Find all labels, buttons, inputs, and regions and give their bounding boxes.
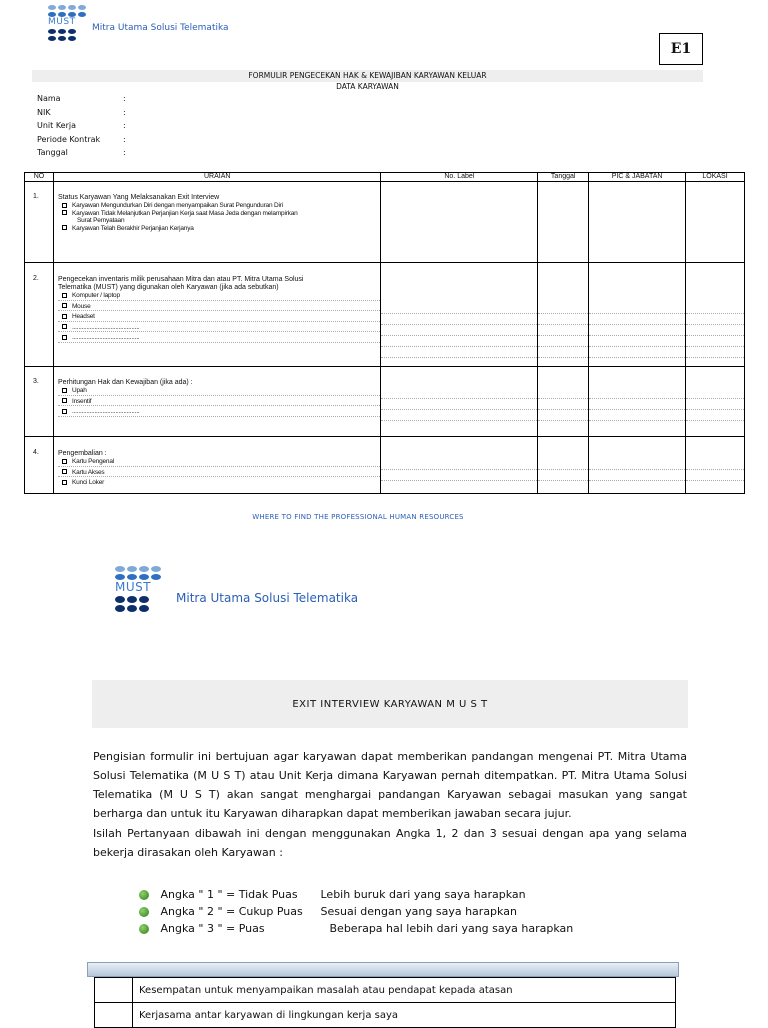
checkbox-icon[interactable] [62, 335, 67, 340]
row-content [54, 263, 381, 343]
header-lokasi: LOKASI [686, 173, 745, 182]
row-content [54, 437, 381, 487]
checkbox-icon[interactable] [62, 210, 67, 215]
row-heading-2: Telematika (MUST) yang digunakan oleh Karyawan (jika ada sebutkan) [57, 284, 279, 291]
header-tanggal: Tanggal [538, 173, 589, 182]
question-table-header-bar [87, 962, 679, 977]
table-header-row [25, 173, 745, 182]
rating-scale [139, 886, 573, 937]
question-text: Kerjasama antar karyawan di lingkungan kerja saya [133, 1003, 676, 1028]
checkbox-item[interactable]: Mouse [58, 301, 381, 312]
checkbox-icon[interactable] [62, 225, 67, 230]
cell-no-label[interactable] [381, 367, 538, 437]
bullet-icon [139, 907, 149, 917]
checkbox-icon[interactable] [62, 469, 67, 474]
checkbox-icon[interactable] [62, 398, 67, 403]
scale-item: Angka " 2 " = Cukup Puas Sesuai dengan yang saya harapkan [139, 903, 573, 920]
logo-dots-icon [115, 566, 161, 580]
row-number: 2. [33, 275, 39, 282]
row-content [54, 182, 381, 232]
table-row [25, 182, 745, 263]
checkbox-item[interactable]: Komputer / laptop [58, 292, 381, 301]
checkbox-icon[interactable] [62, 388, 67, 393]
checkbox-item[interactable]: Upah [58, 387, 381, 396]
bullet-icon [139, 924, 149, 934]
table-row [95, 978, 676, 1003]
checkbox-icon[interactable] [62, 480, 67, 485]
scale-item: Angka " 1 " = Tidak Puas Lebih buruk dari yang saya harapkan [139, 886, 573, 903]
form-code: E1 [659, 33, 703, 65]
checkbox-item[interactable]: Karyawan Mengundurkan Diri dengan menyampaikan Surat Pengunduran Diri [58, 202, 381, 210]
cell-no-label[interactable] [381, 263, 538, 367]
logo-mark: MUST [115, 580, 152, 594]
field-nik: NIK : [37, 107, 126, 117]
intro-paragraph: Pengisian formulir ini bertujuan agar karyawan dapat memberikan pandangan mengenai PT. Mitra Utama Solusi Telematika (M U S T) atau Unit Kerja dimana Karyawan pernah ditempatkan. PT. Mitra Utama Solusi Telematika (M U S T) akan sangat menghargai pandangan Karyawan sebagai masukan yang sangat berharga dan untuk itu Karyawan diharapkan dapat memberikan jawaban secara jujur. [93, 750, 687, 820]
checkbox-icon[interactable] [62, 303, 67, 308]
brand-logo [48, 5, 86, 41]
cell-pic[interactable] [589, 437, 686, 494]
cell-lokasi[interactable] [686, 367, 745, 437]
checkbox-item[interactable]: .......................................... [58, 406, 381, 417]
field-tanggal: Tanggal : [37, 148, 126, 157]
answer-cell[interactable] [95, 978, 133, 1003]
checkbox-item[interactable]: Karyawan Tidak Melanjutkan Perjanjian Kerja saat Masa Jeda dengan melampirkan [58, 210, 381, 218]
footer-tagline: WHERE TO FIND THE PROFESSIONAL HUMAN RESOURCES [252, 513, 464, 521]
field-periode-kontrak: Periode Kontrak : [37, 134, 126, 144]
row-number: 1. [33, 193, 39, 200]
scale-item: Angka " 3 " = Puas Beberapa hal lebih dari yang saya harapkan [139, 920, 573, 937]
cell-tanggal[interactable] [538, 367, 589, 437]
logo-mark: MUST [48, 17, 76, 27]
checkbox-icon[interactable] [62, 459, 67, 464]
checkbox-item[interactable]: Karyawan Telah Berakhir Perjanjian Kerjanya [58, 225, 381, 233]
field-unit-kerja: Unit Kerja : [37, 121, 126, 130]
company-name-large: Mitra Utama Solusi Telematika [176, 591, 359, 605]
company-name: Mitra Utama Solusi Telematika [92, 23, 229, 33]
brand-logo-large [115, 566, 161, 612]
checkbox-icon[interactable] [62, 314, 67, 319]
checkbox-item[interactable]: .......................................... [58, 322, 381, 333]
cell-tanggal[interactable] [538, 437, 589, 494]
cell-pic[interactable] [589, 263, 686, 367]
instruction-paragraph: Isilah Pertanyaan dibawah ini dengan menggunakan Angka 1, 2 dan 3 sesuai dengan apa yang selama bekerja dirasakan oleh Karyawan : [93, 827, 687, 859]
questions-table [94, 977, 676, 1028]
checkbox-item-continuation: Surat Pernyataan [76, 217, 125, 224]
section-title: DATA KARYAWAN [336, 82, 399, 91]
form-title: FORMULIR PENGECEKAN HAK & KEWAJIBAN KARYAWAN KELUAR [248, 71, 487, 80]
checklist-table [24, 172, 745, 494]
checkbox-item[interactable]: Insentif [58, 396, 381, 407]
cell-tanggal[interactable] [538, 182, 589, 263]
row-heading: Pengembalian : [57, 450, 107, 457]
logo-dots-icon [48, 5, 86, 17]
row-heading: Status Karyawan Yang Melaksanakan Exit Interview [57, 194, 220, 201]
cell-lokasi[interactable] [686, 182, 745, 263]
checkbox-icon[interactable] [62, 409, 67, 414]
checkbox-item[interactable]: Headset [58, 311, 381, 322]
header-uraian: URAIAN [53, 173, 381, 182]
table-row [25, 367, 745, 437]
table-row [25, 263, 745, 367]
row-number: 3. [33, 378, 39, 385]
checkbox-item[interactable]: Kartu Akses [58, 467, 381, 478]
cell-tanggal[interactable] [538, 263, 589, 367]
row-heading: Perhitungan Hak dan Kewajiban (jika ada) : [57, 379, 193, 386]
cell-lokasi[interactable] [686, 437, 745, 494]
exit-interview-title: EXIT INTERVIEW KARYAWAN M U S T [92, 680, 688, 728]
header-pic-jabatan: PIC & JABATAN [589, 173, 686, 182]
checkbox-item[interactable]: Kartu Pengenal [58, 458, 381, 467]
row-content [54, 367, 381, 417]
bullet-icon [139, 890, 149, 900]
checkbox-item[interactable]: .......................................... [58, 332, 381, 343]
header-no: NO [25, 173, 54, 182]
cell-pic[interactable] [589, 182, 686, 263]
cell-pic[interactable] [589, 367, 686, 437]
header-no-label: No. Label [381, 173, 538, 182]
question-text: Kesempatan untuk menyampaikan masalah atau pendapat kepada atasan [133, 978, 676, 1003]
cell-lokasi[interactable] [686, 263, 745, 367]
checkbox-item[interactable]: Kunci Loker [58, 477, 381, 487]
row-heading: Pengecekan inventaris milik perusahaan Mitra dan atau PT. Mitra Utama Solusi [57, 276, 304, 283]
cell-no-label[interactable] [381, 437, 538, 494]
field-nama: Nama : [37, 94, 126, 103]
row-number: 4. [33, 449, 39, 456]
checkbox-icon[interactable] [62, 324, 67, 329]
employee-fields [37, 94, 126, 162]
checkbox-icon[interactable] [62, 203, 67, 208]
table-row [25, 437, 745, 494]
checkbox-icon[interactable] [62, 293, 67, 298]
cell-no-label[interactable] [381, 182, 538, 263]
